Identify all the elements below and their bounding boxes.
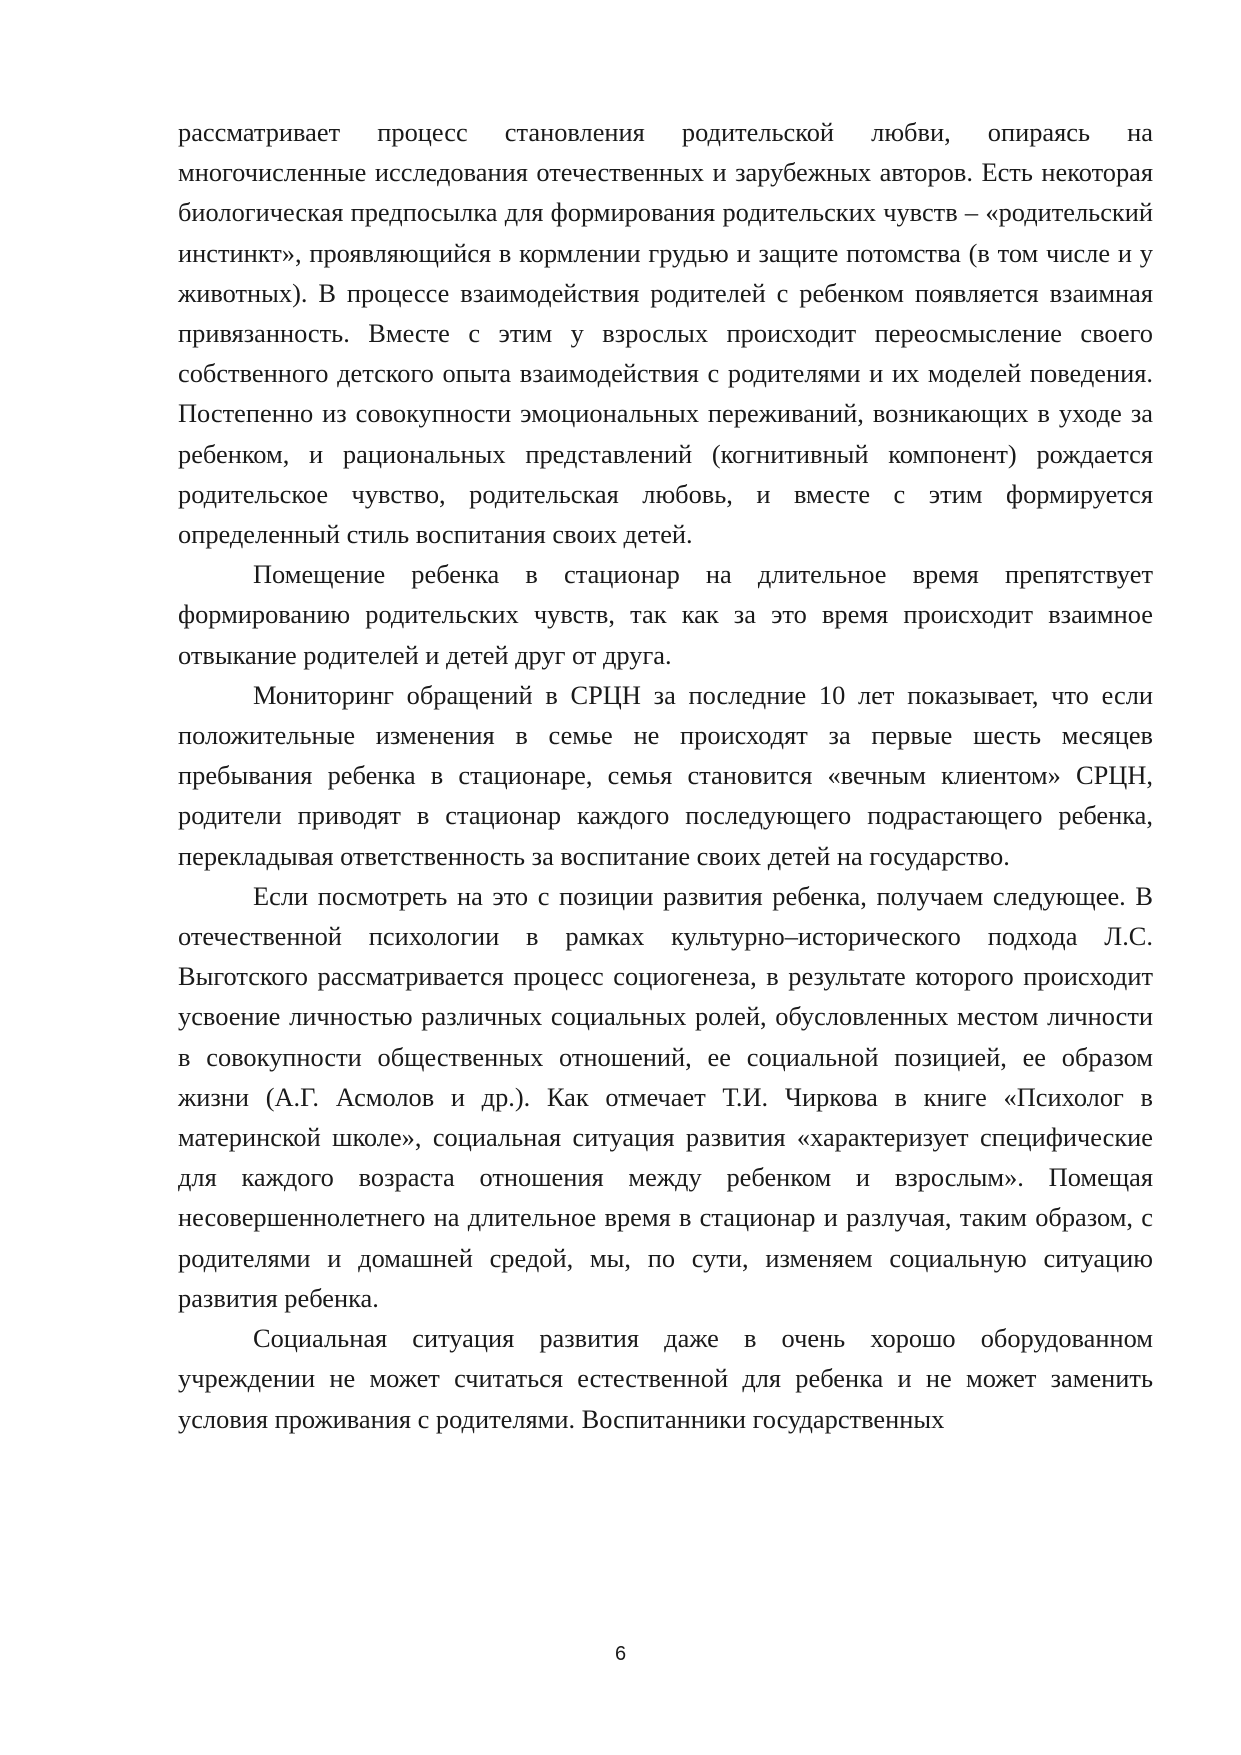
- paragraph-3: Мониторинг обращений в СРЦН за последние 10 лет показывает, что если положительные изменения в семье не происходят за первые шесть месяцев пребывания ребенка в стационаре, семья становится «вечным клиентом» СРЦН, родители приводят в стационар каждого последующего подрастающего ребенка, перекладывая ответственность за воспитание своих детей на государство.: [178, 679, 1153, 871]
- body-text: [178, 112, 1153, 1439]
- paragraph-2: Помещение ребенка в стационар на длительное время препятствует формированию родительских чувств, так как за это время происходит взаимное отвыкание родителей и детей друг от друга.: [178, 559, 1153, 670]
- page-number: 6: [614, 1643, 627, 1665]
- paragraph-4: Если посмотреть на это с позиции развития ребенка, получаем следующее. В отечественной психологии в рамках культурно–исторического подхода Л.С. Выготского рассматривается процесс социогенеза, в результате которого происходит усвоение личностью различных социальных ролей, обусловленных местом личности в совокупности общественных отношений, ее социальной позицией, ее образом жизни (А.Г. Асмолов и др.). Как отмечает Т.И. Чиркова в книге «Психолог в материнской школе», социальная ситуация развития «характеризует специфические для каждого возраста отношения между ребенком и взрослым». Помещая несовершеннолетнего на длительное время в стационар и разлучая, таким образом, с родителями и домашней средой, мы, по сути, изменяем социальную ситуацию развития ребенка.: [178, 880, 1153, 1313]
- paragraph-5: Социальная ситуация развития даже в очень хорошо оборудованном учреждении не может считаться естественной для ребенка и не может заменить условия проживания с родителями. Воспитанники государственных: [178, 1323, 1153, 1434]
- paragraph-1: рассматривает процесс становления родительской любви, опираясь на многочисленные исследования отечественных и зарубежных авторов. Есть некоторая биологическая предпосылка для формирования родительских чувств – «родительский инстинкт», проявляющийся в кормлении грудью и защите потомства (в том числе и у животных). В процессе взаимодействия родителей с ребенком появляется взаимная привязанность. Вместе с этим у взрослых происходит переосмысление своего собственного детского опыта взаимодействия с родителями и их моделей поведения. Постепенно из совокупности эмоциональных переживаний, возникающих в уходе за ребенком, и рациональных представлений (когнитивный компонент) рождается родительское чувство, родительская любовь, и вместе с этим формируется определенный стиль воспитания своих детей.: [178, 117, 1153, 550]
